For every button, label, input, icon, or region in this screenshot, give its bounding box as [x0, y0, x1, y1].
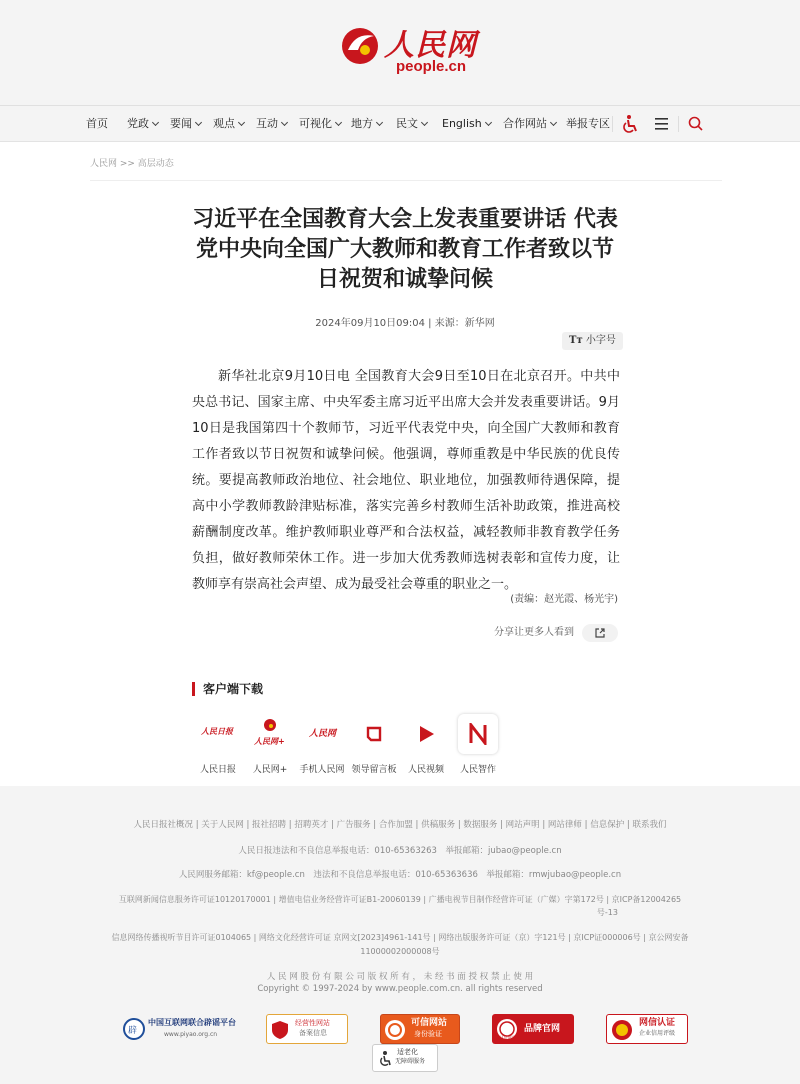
chevron-down-icon [485, 119, 492, 126]
downloads-title: 客户端下载 [192, 682, 263, 696]
badge-label: 可信网站 [411, 1018, 448, 1028]
footer-links[interactable]: 人民日报社概况 | 关于人民网 | 报社招聘 | 招聘英才 | 广告服务 | 合作加盟 | 供稿服务 | 数据服务 | 网站声明 | 网站律师 | 信息保护 | 联系我们 [133, 820, 667, 830]
article-meta: 2024年09月10日09:04 | 来源：新华网 [315, 318, 495, 329]
chevron-down-icon [550, 119, 557, 126]
svg-text:辟: 辟 [128, 1026, 138, 1036]
nav-item-party[interactable] [127, 106, 158, 142]
people-plus-app-icon: 人民网+ [250, 714, 290, 754]
nav-label: 举报专区 [566, 117, 610, 130]
font-size-button[interactable] [562, 332, 623, 350]
credit-seal-icon [611, 1019, 633, 1041]
logo-mark-icon [263, 718, 277, 732]
chevron-down-icon [195, 119, 202, 126]
nav-label: 地方 [351, 117, 373, 130]
chevron-down-icon [238, 119, 245, 126]
play-glyph [418, 724, 436, 744]
share-icon [594, 627, 606, 639]
app-label: 人民智作 [459, 765, 496, 775]
nav-label: 民文 [396, 117, 418, 130]
nav-label: English [442, 117, 482, 130]
badge-label: 网信认证 [639, 1018, 676, 1028]
app-people-plus[interactable] [244, 714, 296, 775]
share-button[interactable] [582, 624, 618, 642]
nav-item-home[interactable] [86, 106, 108, 142]
nav-item-report[interactable] [566, 106, 610, 142]
divider [90, 180, 722, 181]
app-people-video[interactable] [400, 714, 452, 775]
nav-item-english[interactable] [442, 106, 491, 142]
nav-item-visual[interactable] [299, 106, 341, 142]
badge-net-credit[interactable] [606, 1014, 688, 1044]
logo-text-en: people.cn [396, 58, 467, 75]
piyao-icon [122, 1017, 146, 1041]
badge-label: 经营性网站 [295, 1019, 330, 1027]
footer-license-line-2b: 11000002000008号 [360, 947, 440, 956]
badge-piyao[interactable] [120, 1014, 238, 1044]
nav-item-ethnic[interactable] [396, 106, 427, 142]
nav-divider [612, 116, 613, 132]
article-editor: (责编：赵光霞、杨光宇) [510, 594, 618, 605]
accessibility-icon[interactable] [620, 114, 640, 134]
app-label: 人民网+ [252, 765, 288, 775]
font-size-label: 小字号 [585, 335, 616, 346]
people-daily-app-icon: 人民日报 [198, 714, 238, 754]
nav-divider [678, 116, 679, 132]
nav-label: 可视化 [299, 117, 332, 130]
nav-item-opinion[interactable] [213, 106, 244, 142]
footer-license-line-1: 互联网新闻信息服务许可证10120170001 | 增值电信业务经营许可证B1-20060139 | 广播电视节目制作经营许可证（广媒）字第172号 | 京ICP备12004265 [118, 895, 682, 904]
article-container [0, 142, 800, 786]
chevron-down-icon [376, 119, 383, 126]
letter-n-glyph [468, 723, 488, 745]
footer-license-line-1b: 号-13 [596, 908, 618, 917]
app-leader-message[interactable] [348, 714, 400, 775]
badge-brand-site[interactable] [492, 1014, 574, 1044]
message-board-icon [354, 714, 394, 754]
badge-label: 品牌官网 [524, 1024, 561, 1034]
app-people-create[interactable] [452, 714, 504, 775]
footer-copyright-en: Copyright © 1997-2024 by www.people.com.cn. all rights reserved [257, 984, 543, 994]
badge-label: 适老化 [397, 1048, 418, 1056]
footer-report-line-1: 人民日报违法和不良信息举报电话：010-65363263 举报邮箱：jubao@people.cn [238, 846, 562, 856]
nav-item-local[interactable] [351, 106, 382, 142]
nav-item-partners[interactable] [503, 106, 556, 142]
chevron-down-icon [421, 119, 428, 126]
badge-sub: 无障碍服务 [395, 1058, 426, 1065]
font-size-icon: Tт [569, 335, 583, 346]
breadcrumb[interactable]: 人民网 >> 高层动态 [90, 159, 174, 169]
nav-label: 观点 [213, 117, 235, 130]
footer-copyright-cn: 人 民 网 股 份 有 限 公 司 版 权 所 有 ， 未 经 书 面 授 权 禁 止 使 用 [266, 972, 534, 982]
app-mobile-people[interactable] [296, 714, 348, 775]
menu-icon[interactable] [652, 114, 672, 134]
app-downloads [192, 714, 512, 774]
nav-label: 合作网站 [503, 117, 547, 130]
create-app-icon [458, 714, 498, 754]
app-people-daily[interactable] [192, 714, 244, 775]
footer-license-line-2: 信息网络传播视听节目许可证0104065 | 网络文化经营许可证 京网文[2023]4961-141号 | 网络出版服务许可证（京）字121号 | 京ICP证000006号 | 京公网安备 [111, 933, 689, 942]
badge-sub: 认证联盟 [500, 1035, 516, 1040]
badge-label: 中国互联网联合辟谣平台 [148, 1018, 236, 1027]
badge-trusted-site[interactable] [380, 1014, 460, 1044]
site-logo[interactable] [340, 24, 480, 78]
chevron-down-icon [152, 119, 159, 126]
app-label: 领导留言板 [351, 765, 397, 775]
app-label: 手机人民网 [299, 765, 345, 775]
app-label: 人民视频 [407, 765, 444, 775]
shield-icon [271, 1020, 289, 1040]
nav-label: 首页 [86, 117, 108, 130]
app-label: 人民日报 [199, 765, 236, 775]
chevron-down-icon [281, 119, 288, 126]
logo-mark-icon [340, 26, 380, 66]
share-label: 分享让更多人看到 [494, 627, 574, 638]
main-nav [0, 106, 800, 142]
play-icon [406, 714, 446, 754]
logo-text-cn: 人民网 [384, 28, 477, 63]
footer-report-line-2: 人民网服务邮箱：kf@people.cn 违法和不良信息举报电话：010-65363636 举报邮箱：rmwjubao@people.cn [178, 870, 622, 880]
nav-label: 党政 [127, 117, 149, 130]
nav-label: 互动 [256, 117, 278, 130]
badge-sub: www.piyao.org.cn [164, 1031, 218, 1038]
badge-sub: 企业信用评级 [639, 1030, 676, 1037]
message-board-glyph [365, 725, 383, 743]
badge-business-site[interactable] [266, 1014, 348, 1044]
badge-sub: 备案信息 [299, 1029, 327, 1037]
accessibility-icon [377, 1050, 393, 1068]
mobile-people-app-icon: 人民网 [302, 714, 342, 754]
search-icon[interactable] [686, 114, 706, 134]
badge-accessible-service[interactable] [372, 1044, 438, 1072]
chevron-down-icon [335, 119, 342, 126]
badge-sub: 身份验证 [414, 1030, 442, 1038]
nav-item-interact[interactable] [256, 106, 287, 142]
nav-item-news[interactable] [170, 106, 201, 142]
nav-label: 要闻 [170, 117, 192, 130]
site-header [0, 0, 800, 106]
article-title: 习近平在全国教育大会上发表重要讲话 代表党中央向全国广大教师和教育工作者致以节日祝贺和诚挚问候 [192, 206, 618, 292]
article-body: 新华社北京9月10日电 全国教育大会9日至10日在北京召开。中共中央总书记、国家主席、中央军委主席习近平出席大会并发表重要讲话。9月10日是我国第四十个教师节，习近平代表党中央，向全国广大教师和教育工作者致以节日祝贺和诚挚问候。他强调，尊师重教是中华民族的优良传统。要提高教师政治地位、社会地位、职业地位，加强教师待遇保障，提高中小学教师教龄津贴标准，落实完善乡村教师生活补助政策，推进高校薪酬制度改革。维护教师职业尊严和合法权益，减轻教师非教育教学任务负担，做好教师荣休工作。进一步加大优秀教师选树表彰和宣传力度，让教师享有崇高社会声望、成为最受社会尊重的职业之一。 [192, 369, 620, 592]
site-footer [0, 786, 800, 1084]
